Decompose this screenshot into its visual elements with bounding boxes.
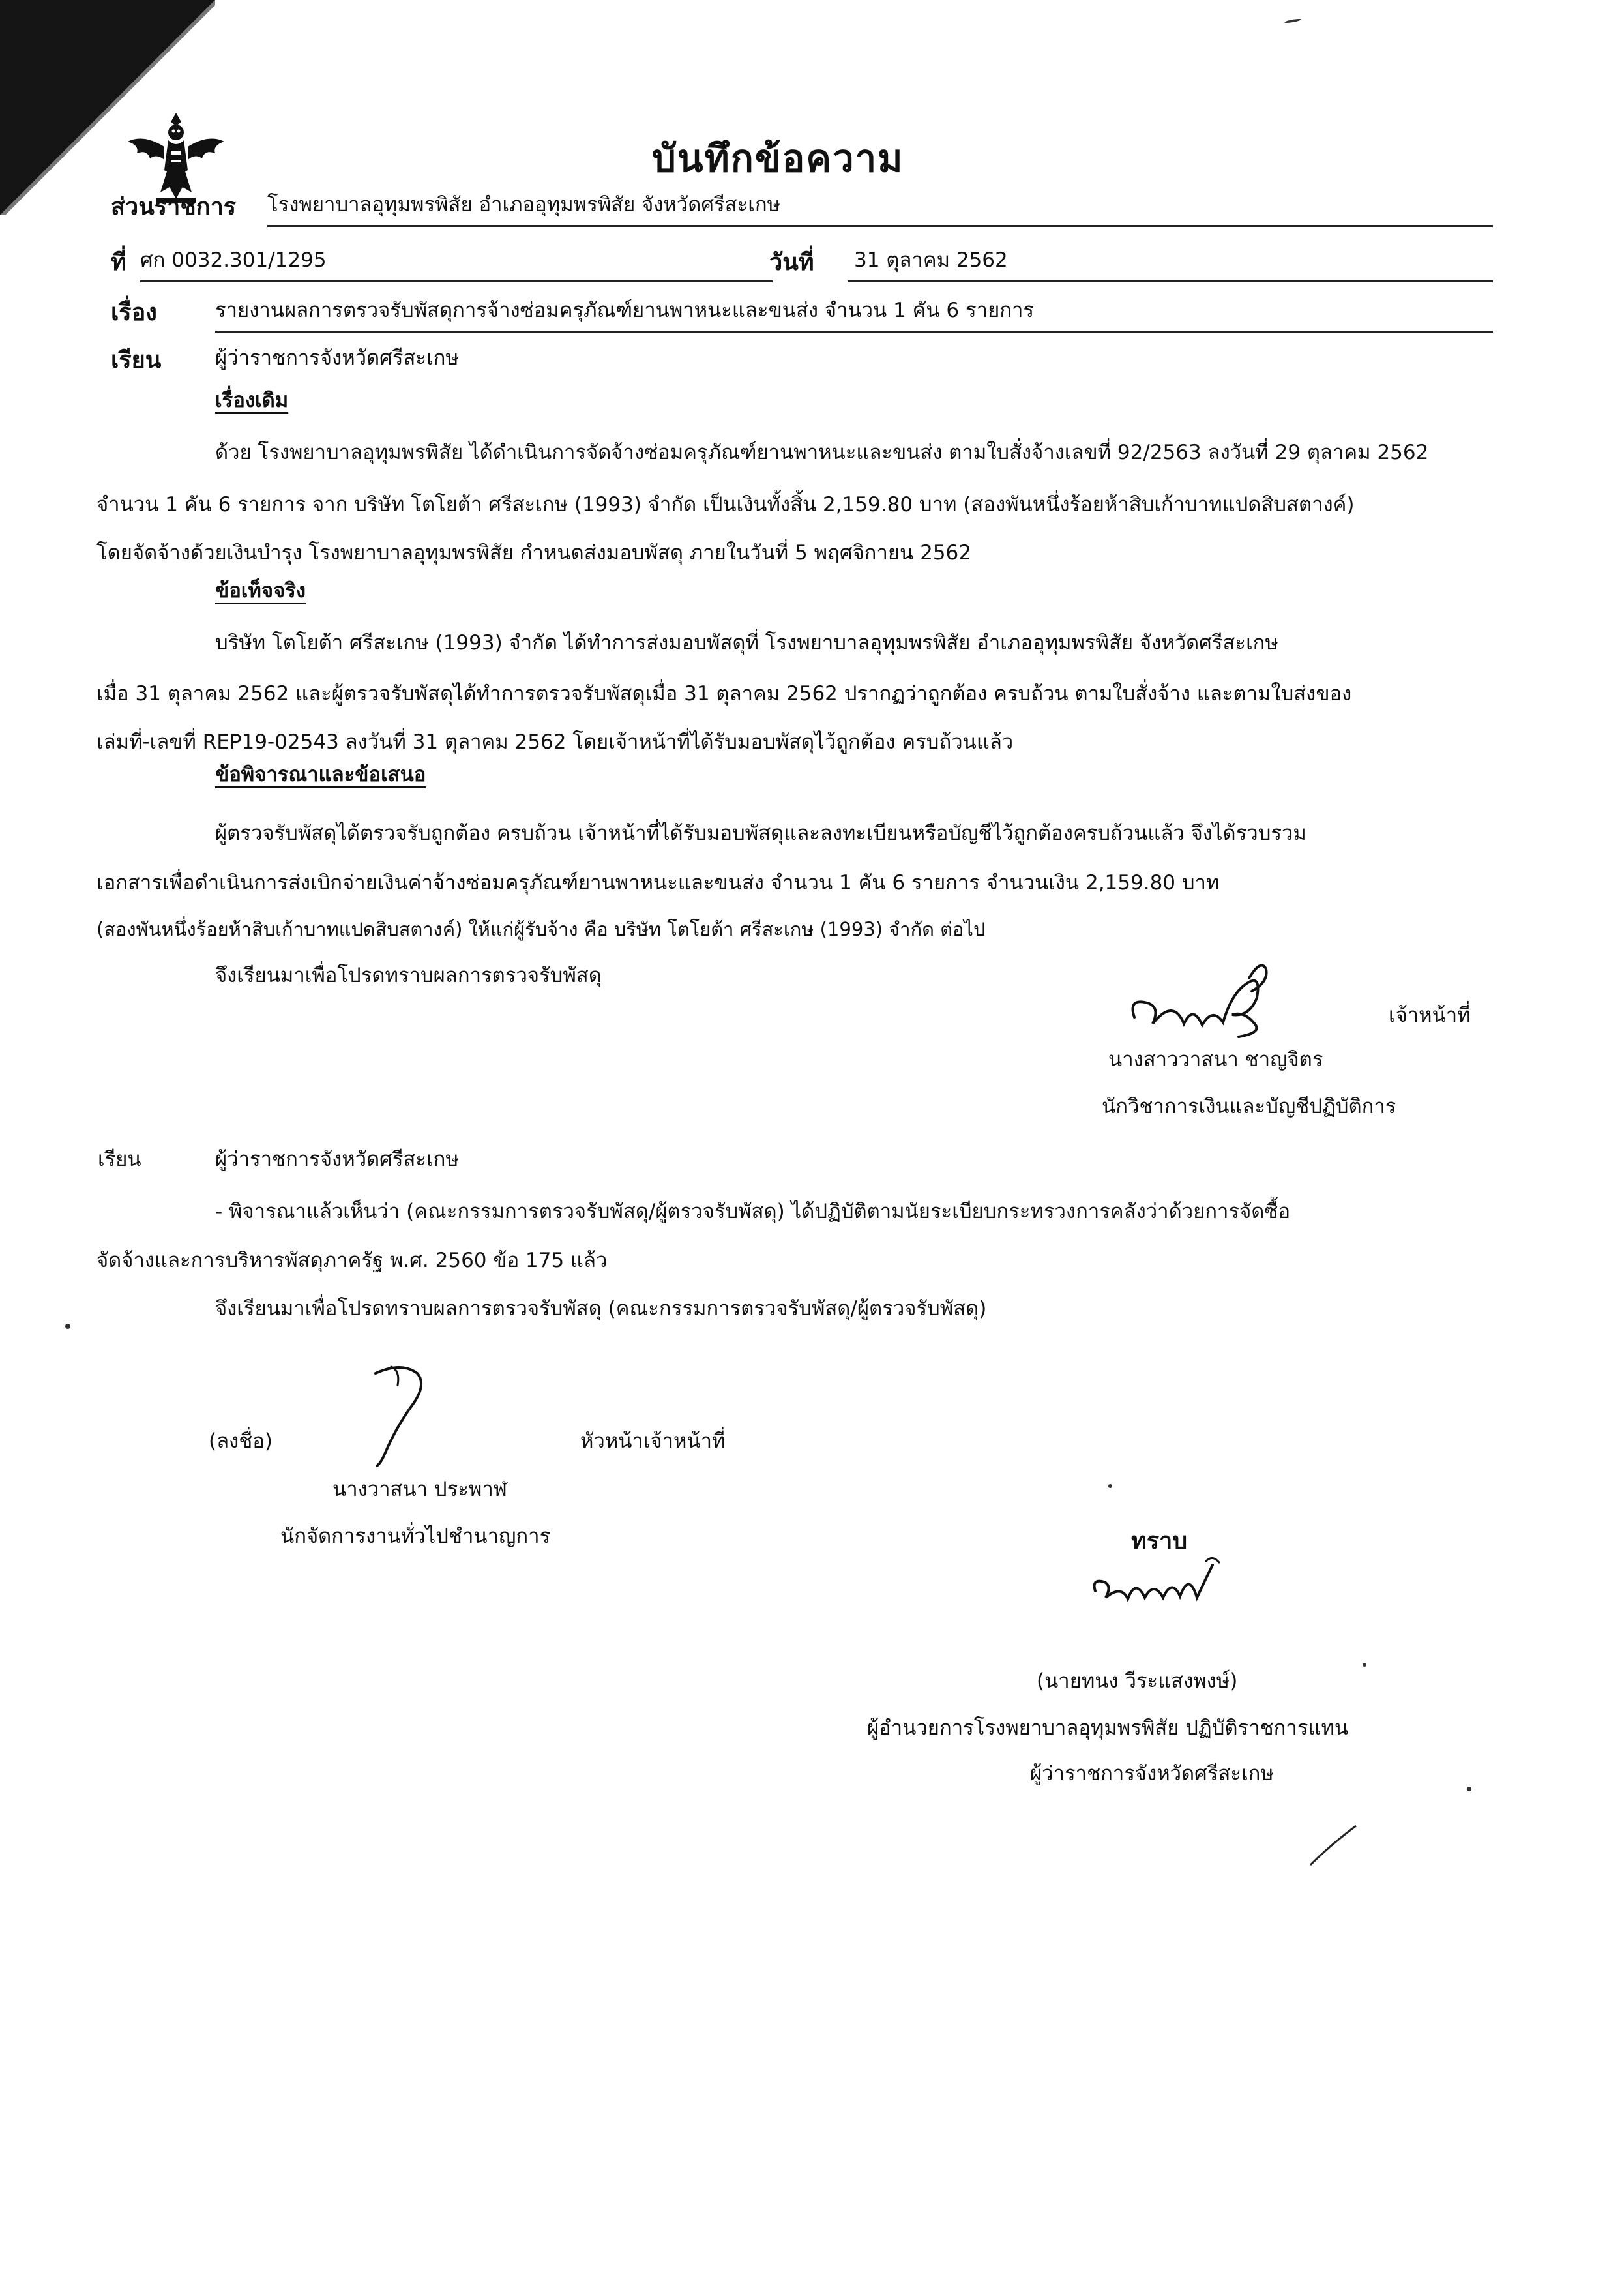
background-line: จำนวน 1 คัน 6 รายการ จาก บริษัท โตโยต้า ศรีสะเกษ (1993) จำกัด เป็นเงินทั้งสิ้น 2,159.80 บาท (สองพันหนึ่งร้อยห้าสิบเก้าบาทแปดสิบสตางค์)	[96, 493, 1355, 516]
scan-speck	[1363, 1663, 1366, 1667]
director-signature	[1082, 1552, 1239, 1624]
second-note-to-label: เรียน	[98, 1148, 141, 1171]
ref-number: ศก 0032.301/1295	[140, 248, 327, 272]
date-label: วันที่	[769, 249, 814, 276]
subject-rule	[215, 331, 1493, 333]
officer-role: เจ้าหน้าที่	[1389, 1004, 1471, 1027]
sign-label: (ลงชื่อ)	[209, 1429, 273, 1453]
acknowledged-label: ทราบ	[1131, 1528, 1188, 1555]
director-position: ผู้อำนวยการโรงพยาบาลอุทุมพรพิสัย ปฏิบัติราชการแทน	[867, 1716, 1349, 1740]
officer-name: นางสาววาสนา ชาญจิตร	[1108, 1048, 1323, 1071]
facts-heading: ข้อเท็จจริง	[215, 579, 306, 603]
head-officer-name: นางวาสนา ประพาฬ	[332, 1478, 507, 1501]
memo-title: บันทึกข้อความ	[652, 136, 904, 181]
second-note-line: จึงเรียนมาเพื่อโปรดทราบผลการตรวจรับพัสดุ (คณะกรรมการตรวจรับพัสดุ/ผู้ตรวจรับพัสดุ)	[215, 1297, 987, 1320]
head-officer-role: หัวหน้าเจ้าหน้าที่	[580, 1429, 726, 1453]
officer-signature	[1121, 952, 1304, 1050]
facts-line: เล่มที่-เลขที่ REP19-02543 ลงวันที่ 31 ตุลาคม 2562 โดยเจ้าหน้าที่ได้รับมอบพัสดุไว้ถูกต้อง ครบถ้วนแล้ว	[96, 730, 1014, 754]
scan-speck	[1108, 1484, 1112, 1488]
head-officer-position: นักจัดการงานทั่วไปชำนาญการ	[280, 1525, 551, 1548]
to-label: เรียน	[111, 347, 162, 374]
proposal-line: (สองพันหนึ่งร้อยห้าสิบเก้าบาทแปดสิบสตางค์) ให้แก่ผู้รับจ้าง คือ บริษัท โตโยต้า ศรีสะเกษ (1993) จำกัด ต่อไป	[96, 918, 986, 940]
facts-line: เมื่อ 31 ตุลาคม 2562 และผู้ตรวจรับพัสดุได้ทำการตรวจรับพัสดุเมื่อ 31 ตุลาคม 2562 ปรากฏว่าถูกต้อง ครบถ้วน ตามใบสั่งจ้าง และตามใบส่งของ	[96, 682, 1352, 706]
memo-date: 31 ตุลาคม 2562	[854, 248, 1008, 272]
proposal-closing: จึงเรียนมาเพื่อโปรดทราบผลการตรวจรับพัสดุ	[215, 964, 602, 987]
scan-speck	[1467, 1787, 1471, 1791]
proposal-heading: ข้อพิจารณาและข้อเสนอ	[215, 763, 426, 786]
subject-label: เรื่อง	[111, 299, 157, 326]
subject: รายงานผลการตรวจรับพัสดุการจ้างซ่อมครุภัณฑ์ยานพาหนะและขนส่ง จำนวน 1 คัน 6 รายการ	[215, 299, 1035, 322]
second-note-recipient: ผู้ว่าราชการจังหวัดศรีสะเกษ	[215, 1148, 459, 1171]
date-rule	[848, 280, 1493, 282]
proposal-line: ผู้ตรวจรับพัสดุได้ตรวจรับถูกต้อง ครบถ้วน เจ้าหน้าที่ได้รับมอบพัสดุและลงทะเบียนหรือบัญชีไว้ถูกต้องครบถ้วนแล้ว จึงได้รวบรวม	[215, 822, 1306, 845]
department-label: ส่วนราชการ	[111, 194, 237, 220]
scan-speck	[1284, 18, 1301, 23]
scan-speck	[65, 1324, 70, 1329]
background-line: ด้วย โรงพยาบาลอุทุมพรพิสัย ได้ดำเนินการจัดจ้างซ่อมครุภัณฑ์ยานพาหนะและขนส่ง ตามใบสั่งจ้างเลขที่ 92/2563 ลงวันที่ 29 ตุลาคม 2562	[215, 441, 1429, 464]
background-line: โดยจัดจ้างด้วยเงินบำรุง โรงพยาบาลอุทุมพรพิสัย กำหนดส่งมอบพัสดุ ภายในวันที่ 5 พฤศจิกายน 2562	[96, 541, 971, 565]
second-note-line: - พิจารณาแล้วเห็นว่า (คณะกรรมการตรวจรับพัสดุ/ผู้ตรวจรับพัสดุ) ได้ปฏิบัติตามนัยระเบียบกระทรวงการคลังว่าด้วยการจัดซื้อ	[215, 1200, 1291, 1223]
second-note-line: จัดจ้างและการบริหารพัสดุภาครัฐ พ.ศ. 2560 ข้อ 175 แล้ว	[96, 1249, 608, 1272]
ref-label: ที่	[111, 249, 126, 276]
director-name: (นายทนง วีระแสงพงษ์)	[1037, 1669, 1238, 1693]
head-officer-signature	[339, 1356, 456, 1474]
facts-line: บริษัท โตโยต้า ศรีสะเกษ (1993) จำกัด ได้ทำการส่งมอบพัสดุที่ โรงพยาบาลอุทุมพรพิสัย อำเภออุทุมพรพิสัย จังหวัดศรีสะเกษ	[215, 631, 1278, 655]
director-position-2: ผู้ว่าราชการจังหวัดศรีสะเกษ	[1030, 1762, 1274, 1785]
officer-position: นักวิชาการเงินและบัญชีปฏิบัติการ	[1102, 1095, 1396, 1118]
scan-mark	[1304, 1819, 1363, 1871]
proposal-line: เอกสารเพื่อดำเนินการส่งเบิกจ่ายเงินค่าจ้างซ่อมครุภัณฑ์ยานพาหนะและขนส่ง จำนวน 1 คัน 6 รายการ จำนวนเงิน 2,159.80 บาท	[96, 871, 1220, 895]
department-rule	[267, 225, 1493, 227]
background-heading: เรื่องเดิม	[215, 389, 289, 412]
recipient: ผู้ว่าราชการจังหวัดศรีสะเกษ	[215, 346, 459, 370]
department: โรงพยาบาลอุทุมพรพิสัย อำเภออุทุมพรพิสัย จังหวัดศรีสะเกษ	[267, 193, 781, 216]
ref-rule	[140, 280, 773, 282]
